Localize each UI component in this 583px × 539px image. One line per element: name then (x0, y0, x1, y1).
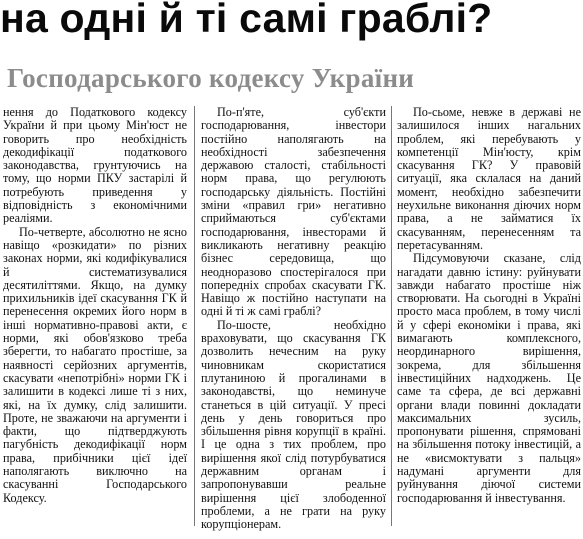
text-column-2 (201, 106, 386, 539)
paragraph: По-шосте, необхідно враховувати, що скасування ГК дозволить нечесним на руку чиновникам скористатися плутаниною й прогалинами в законодавстві, що неминуче станеться в цій ситуації. У пресі день у день говориться про збільшення рівня корупції в країні. І це одна з тих проблем, про вирішення якої слід потурбуватися державним органам і запропонувавши реальне вирішення цієї злободенної проблеми, а не грати на руку корупціонерам. (201, 317, 386, 532)
text-column-1 (3, 106, 187, 539)
paragraph: По-сьоме, невже в державі не залишилося інших нагальних проблем, які перебувають у компетенції Мін'юсту, крім скасування ГК? У правовій ситуації, яка склалася на даний момент, необхідно забезпечити неухильне виконання діючих норм права, а не займатися їх скасуванням, перенесенням та перетасуванням. (397, 106, 581, 252)
text-column-3 (397, 106, 581, 539)
paragraph: нення до Податкового кодексу України й при цьому Мін'юст не говорить про необхідність декодифікації податкового законодавства, грунтуючись на тому, що норми ПКУ застарілі й потребують приведення у відповідність з економічними реаліями. (3, 106, 187, 226)
column-divider (391, 106, 392, 526)
paragraph: По-четверте, абсолютно не ясно навіщо «розкидати» по різних законах норми, які кодифікувалися й систематизувалися десятиліттями. Якщо, на думку прихильників ідеї скасування ГК й перенесення окремих його норм в інші нормативно-правові акти, є норми, які обов'язково треба зберегти, то набагато простіше, за наявності серйозних аргументів, скасувати «непотрібні» норми ГК і залишити в кодексі лише ті з них, які, на їх думку, слід залишити. Проте, не зважаючи на аргументи і факти, що підтверджують пагубність декодифікації норм права, прибічники цієї ідеї наполягають виключно на скасуванні Господарського Кодексу. (3, 224, 187, 505)
article-headline: на одні й ті самі граблі? (0, 0, 493, 41)
article-columns (0, 106, 583, 539)
paragraph: Підсумовуючи сказане, слід нагадати давню істину: руйнувати завжди набагато простіше ніж створювати. На сьогодні в Україні просто маса проблем, в тому числі й у сфері економіки і права, які вимагають комплексного, неординарного вирішення, зокрема, для збільшення інвестиційних надходжень. Це саме та сфера, де всі державні органи влади повинні докладати максимальних зусиль, пропонувати рішення, спрямовані на збільшення потоку інвестицій, а не «висмоктувати з пальця» надумані аргументи для руйнування діючої системи господарювання й інвестування. (397, 251, 581, 505)
column-divider (194, 106, 195, 526)
paragraph: По-п'яте, суб'єкти господарювання, інвестори постійно наполягають на необхідності забезпечення державою сталості, стабільності норм права, що регулюють господарську діяльність. Постійні зміни «правил гри» негативно сприймаються суб'єктами господарювання, інвесторами й викликають негативну реакцію бізнес середовища, що неодноразово спостерігалося при попередніх спробах скасувати ГК. Навіщо ж постійно наступати на одні й ті ж самі граблі? (201, 106, 386, 319)
article-subheadline: Господарського кодексу України (7, 63, 415, 93)
